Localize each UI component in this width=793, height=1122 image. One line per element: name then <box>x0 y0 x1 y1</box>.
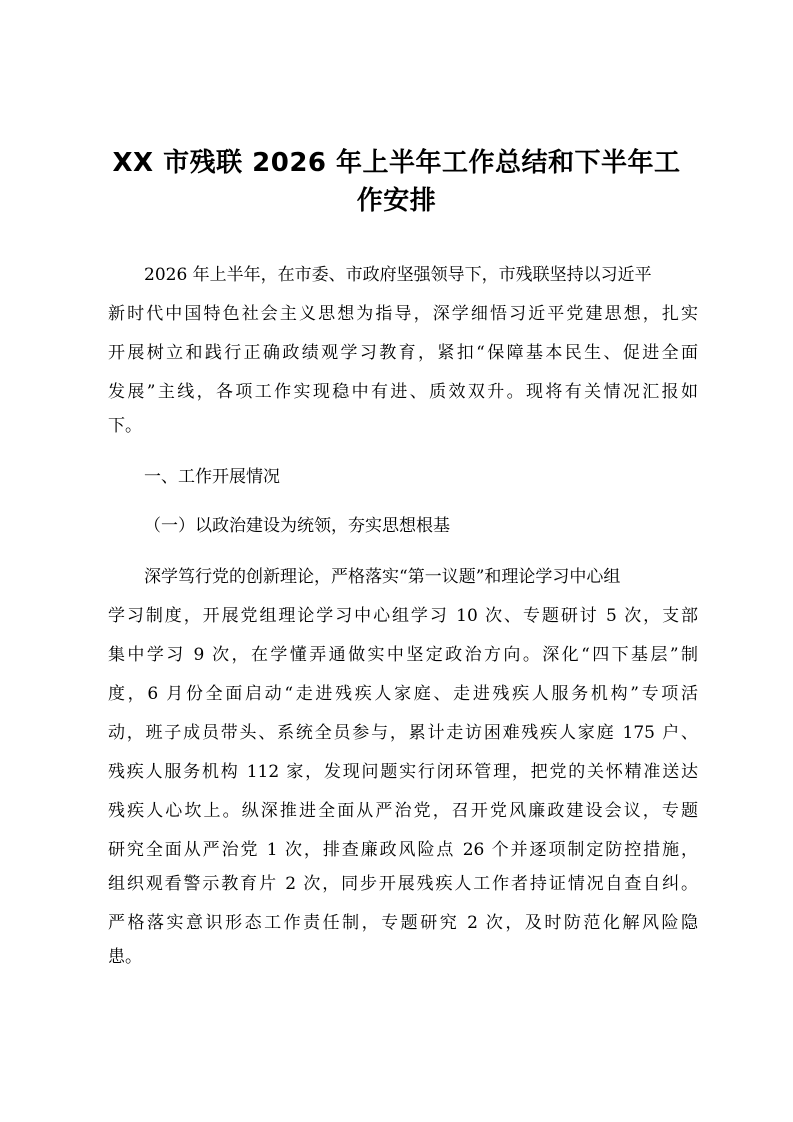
paragraph-line: 患。 <box>108 947 142 967</box>
paragraph-line: 严格落实意识形态工作责任制，专题研究 2 次，及时防范化解风险隐 <box>108 913 698 933</box>
paragraph-line: 深学笃行党的创新理论，严格落实“第一议题”和理论学习中心组 <box>144 567 621 587</box>
section-heading: 一、工作开展情况 <box>144 467 280 487</box>
intro-line: 开展树立和践行正确政绩观学习教育，紧扣“保障基本民生、促进全面 <box>108 343 698 363</box>
intro-line: 新时代中国特色社会主义思想为指导，深学细悟习近平党建思想，扎实 <box>108 304 698 324</box>
paragraph-line: 残疾人服务机构 112 家，发现问题实行闭环管理，把党的关怀精准送达 <box>108 762 698 782</box>
paragraph-line: 集中学习 9 次，在学懂弄通做实中坚定政治方向。深化“四下基层”制 <box>108 645 698 665</box>
intro-line: 下。 <box>108 416 142 436</box>
paragraph-line: 组织观看警示教育片 2 次，同步开展残疾人工作者持证情况自查自纠。 <box>108 874 698 894</box>
paragraph-line: 残疾人心坎上。纵深推进全面从严治党，召开党风廉政建设会议，专题 <box>108 801 698 821</box>
document-title-line-1: XX 市残联 2026 年上半年工作总结和下半年工 <box>112 148 681 178</box>
intro-line: 发展”主线，各项工作实现稳中有进、质效双升。现将有关情况汇报如 <box>108 382 698 402</box>
paragraph-line: 动，班子成员带头、系统全员参与，累计走访困难残疾人家庭 175 户、 <box>108 723 698 743</box>
paragraph-line: 学习制度，开展党组理论学习中心组学习 10 次、专题研讨 5 次，支部 <box>108 606 698 626</box>
paragraph-line: 研究全面从严治党 1 次，排查廉政风险点 26 个并逐项制定防控措施， <box>108 840 698 860</box>
subsection-heading: （一）以政治建设为统领，夯实思想根基 <box>144 516 450 536</box>
intro-line: 2026 年上半年，在市委、市政府坚强领导下，市残联坚持以习近平 <box>144 265 652 285</box>
document-title-line-2: 作安排 <box>356 186 437 216</box>
paragraph-line: 度，6 月份全面启动“走进残疾人家庭、走进残疾人服务机构”专项活 <box>108 684 698 704</box>
